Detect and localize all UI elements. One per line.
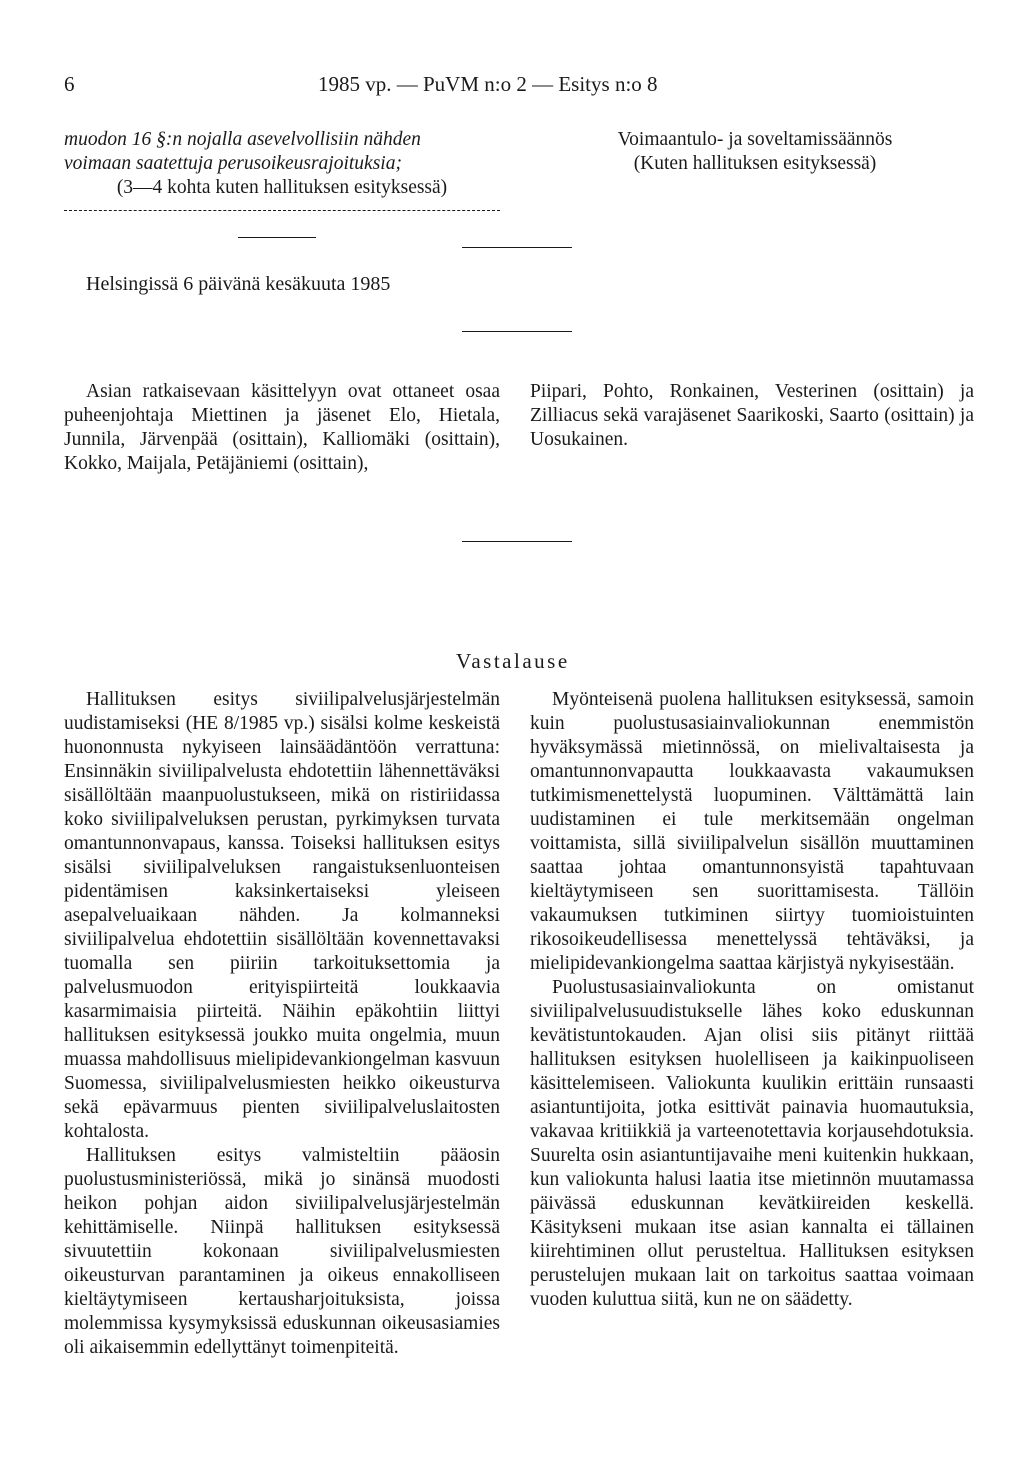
dissent-right-paragraph-1: Myönteisenä puolena hallituksen esityksessä, samoin kuin puolustusasiainvaliokunnan enemmistön hyväksymässä mietinnössä, on mielivaltaisesta ja omantunnonvapautta loukkaavasta vakaumuksen tutkimismenettelystä luopuminen. Välttämättä lain uudistaminen ei tule merkitsemään ongelman voittamista, sillä siviilipalvelun sisällön muuttaminen saattaa johtaa omantunnonsyistä tapahtuvaan kieltäytymiseen sen suorittamisesta. Tällöin vakaumuksen tutkiminen siirtyy tuomioistuinten rikosoikeudellisessa menettelyssä tehtäväksi, ja mielipidevankiongelma saattaa kärjistyä nykyisestään. <box>530 689 974 974</box>
participants-right <box>530 380 974 452</box>
participants-right-text: Piipari, Pohto, Ronkainen, Vesterinen (osittain) ja Zilliacus sekä varajäsenet Saarikoski, Saarto (osittain) ja Uosukainen. <box>530 381 974 450</box>
divider-participants <box>462 541 572 542</box>
dissent-heading: Vastalause <box>456 649 570 673</box>
law-clause-right-line2: (Kuten hallituksen esityksessä) <box>633 153 877 174</box>
law-clause-left-line3: (3—4 kohta kuten hallituksen esityksessä) <box>116 177 448 198</box>
law-clause-left-line1: muodon 16 §:n nojalla asevelvollisiin nähden <box>64 129 421 150</box>
divider-left <box>238 237 316 238</box>
dissent-left-paragraph-2: Hallituksen esitys valmisteltiin pääosin puolustusministeriössä, mikä jo sinänsä muodosti heikon pohjan aidon siviilipalvelusjärjestelmän kehittämiselle. Niinpä hallituksen esityksessä sivuutettiin kokonaan siviilipalvelusmiesten oikeusturvan parantaminen ja oikeus ennakolliseen kieltäytymiseen kertausharjoituksista, joissa molemmissa kysymyksissä eduskunnan oikeusasiamies oli aikaisemmin edellyttänyt toimenpiteitä. <box>64 1145 500 1358</box>
running-title: 1985 vp. — PuVM n:o 2 — Esitys n:o 8 <box>318 72 658 96</box>
dissent-right-paragraph-2: Puolustusasiainvaliokunta on omistanut siviilipalvelusuudistukselle lähes koko eduskunnan kevätistuntokauden. Ajan olisi siis pitänyt riittää hallituksen esityksen huolelliseen ja kaikinpuoliseen käsittelemiseen. Valiokunta kuulikin erittäin runsaasti asiantuntijoita, jotka esittivät painavia huomautuksia, vakavaa kritiikkiä ja varteenotettavia korjausehdotuksia. Suurelta osin asiantuntijavaihe meni kuitenkin hukkaan, kun valiokunta halusi laatia itse mietinnön muutamassa päivässä eduskunnan kevätkiireiden keskellä. Käsitykseni mukaan itse asian kannalta ei tällainen kiirehtiminen ollut perusteltua. Hallituksen esityksen perustelujen mukaan lait on tarkoitus saattaa voimaan vuoden kuluttua siitä, kun ne on säädetty. <box>530 977 974 1310</box>
law-clause-left-line2: voimaan saatettuja perusoikeusrajoituksia; <box>64 153 402 174</box>
divider-center <box>462 247 572 248</box>
dissent-right-column <box>530 688 974 1312</box>
dissent-left-column <box>64 688 500 1360</box>
participants-left-text: Asian ratkaisevaan käsittelyyn ovat ottaneet osaa puheenjohtaja Miettinen ja jäsenet Elo, Hietala, Junnila, Järvenpää (osittain), Kalliomäki (osittain), Kokko, Maijala, Petäjäniemi (osittain), <box>64 381 500 474</box>
dissent-left-paragraph-1: Hallituksen esitys siviilipalvelusjärjestelmän uudistamiseksi (HE 8/1985 vp.) sisälsi kolme keskeistä huononnusta nykyiseen lainsäädäntöön verrattuna: Ensinnäkin siviilipalvelusta ehdotettiin lähennettäväksi sisällöltään maanpuolustukseen, mikä on ristiriidassa koko siviilipalveluksen perustan, pyrkimyksen turvata omantunnonvapaus, kanssa. Toiseksi hallituksen esitys sisälsi siviilipalveluksen rangaistuksenluonteisen pidentämisen kaksinkertaiseksi yleiseen asepalveluaikaan nähden. Ja kolmanneksi siviilipalvelua ehdotettiin sisällöltään kovennettavaksi tuomalla sen piiriin tarkoituksettomia ja palvelusmuodon erityispiirteitä loukkaavia kasarmimaisia piirteitä. Näihin epäkohtiin liittyi hallituksen esityksessä joukko muita ongelmia, muun muassa mahdollisuus mielipidevankiongelman kasvuun Suomessa, siviilipalvelusmiesten heikko oikeusturva sekä epävarmuus pienten siviilipalveluslaitosten kohtalosta. <box>64 689 500 1142</box>
law-clause-left <box>64 128 500 200</box>
participants-left <box>64 380 500 476</box>
divider-signature <box>462 331 572 332</box>
law-clause-right-line1: Voimaantulo- ja soveltamissäännös <box>617 129 893 150</box>
page-number: 6 <box>64 72 75 96</box>
signature-place-date: Helsingissä 6 päivänä kesäkuuta 1985 <box>86 273 391 295</box>
law-clause-right <box>538 128 972 176</box>
omission-dashes <box>64 210 500 211</box>
